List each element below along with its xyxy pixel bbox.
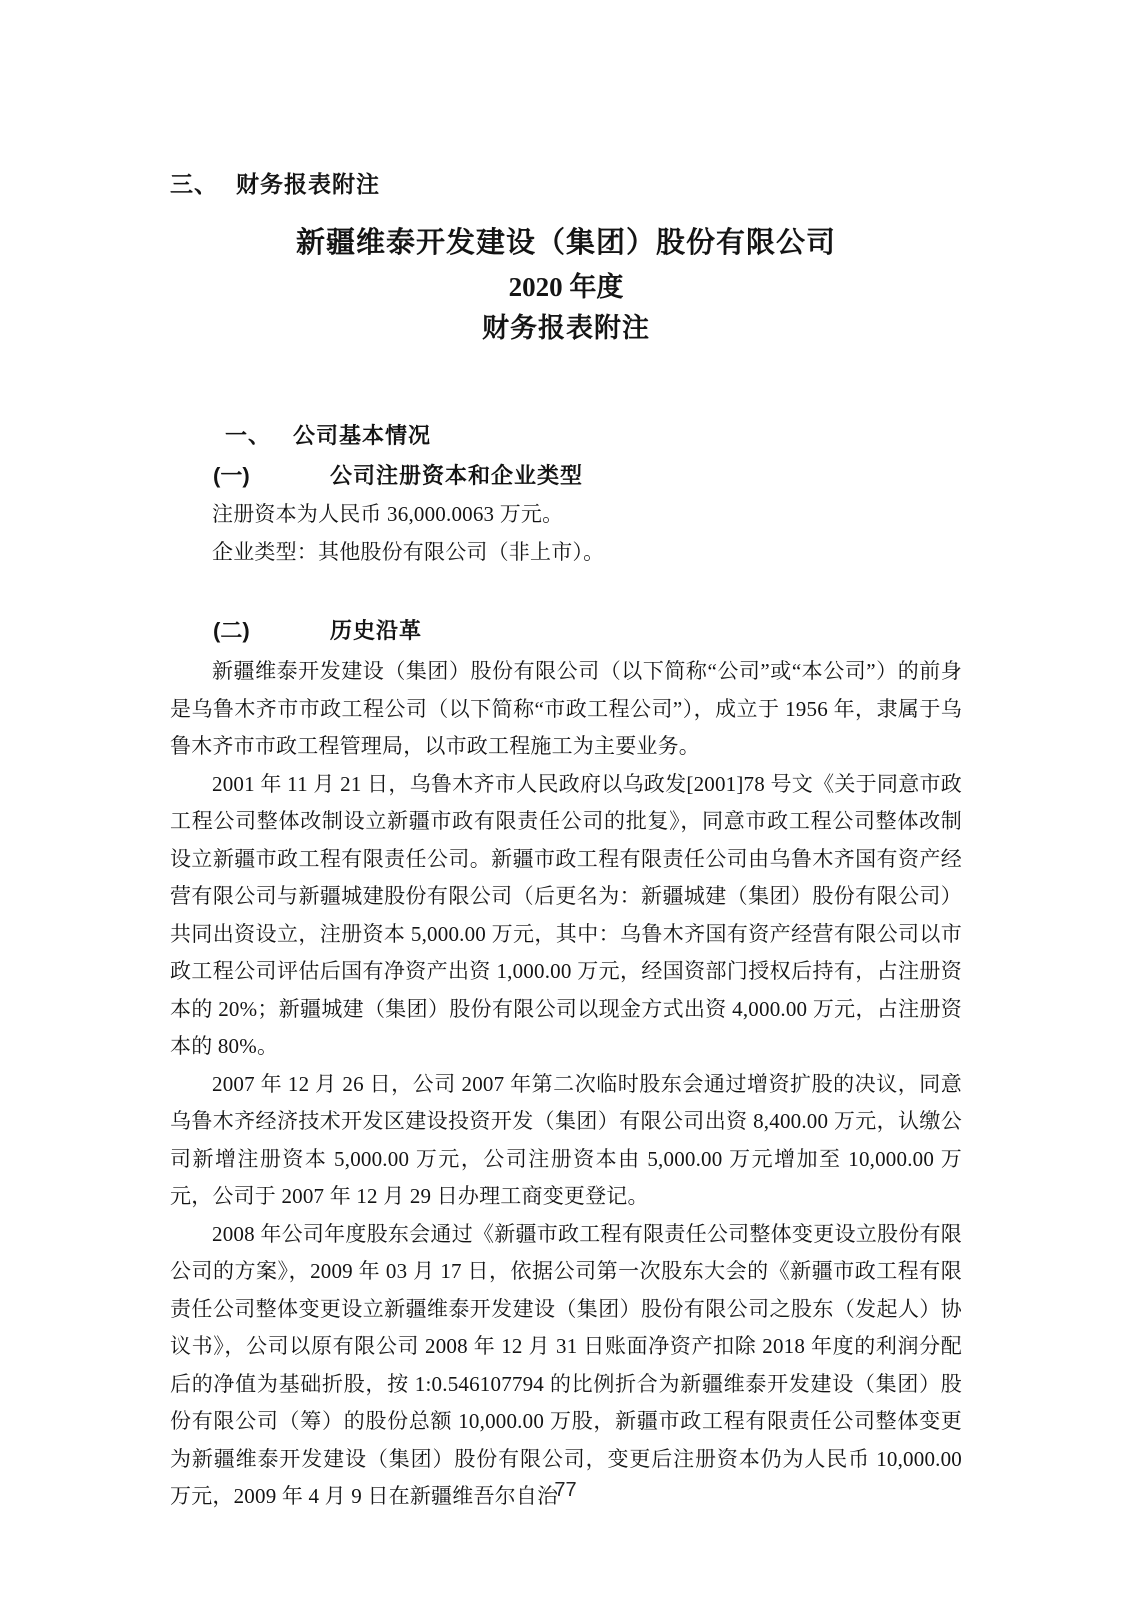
top-section-heading: [170, 170, 962, 198]
enterprise-type-line: 企业类型：其他股份有限公司（非上市）。: [212, 539, 605, 564]
history-paragraph-2: 2001 年 11 月 21 日，乌鲁木齐市人民政府以乌政发[2001]78 号文《关于同意市政工程公司整体改制设立新疆市政有限责任公司的批复》，同意市政工程公司整体改制设立新疆市政工程有限责任公司。新疆市政工程有限责任公司由乌鲁木齐国有资产经营有限公司与新疆城建股份有限公司（后更名为：新疆城建（集团）股份有限公司）共同出资设立，注册资本 5,000.00 万元，其中：乌鲁木齐国有资产经营有限公司以市政工程公司评估后国有净资产出资 1,000.00 万元，经国资部门授权后持有，占注册资本的 20%；新疆城建（集团）股份有限公司以现金方式出资 4,000.00 万元，占注册资本的 80%。: [170, 771, 962, 1058]
page-number: 77: [554, 1479, 577, 1501]
section-heading-company-basics: [170, 422, 962, 449]
history-paragraph-1: 新疆维泰开发建设（集团）股份有限公司（以下简称“公司”或“本公司”）的前身是乌鲁木齐市市政工程公司（以下简称“市政工程公司”），成立于 1956 年，隶属于乌鲁木齐市市政工程管理局，以市政工程施工为主要业务。: [170, 659, 962, 758]
report-subtitle: 财务报表附注: [482, 313, 650, 343]
subsection-label: 历史沿革: [330, 618, 423, 643]
history-paragraph-3: 2007 年 12 月 26 日，公司 2007 年第二次临时股东会通过增资扩股的决议，同意乌鲁木齐经济技术开发区建设投资开发（集团）有限公司出资 8,400.00 万元，认缴公司新增注册资本 5,000.00 万元，公司注册资本由 5,000.00 万元增加至 10,000.00 万元，公司于 2007 年 12 月 29 日办理工商变更登记。: [170, 1071, 962, 1208]
top-section-heading-label: 财务报表附注: [236, 171, 380, 197]
title-block: [170, 220, 962, 348]
subsection-number: (一): [213, 463, 250, 488]
subsection-heading-history: [170, 617, 962, 644]
report-period: 2020 年度: [508, 272, 624, 302]
subsection-number: (二): [213, 618, 250, 643]
subsection-heading-registered-capital: [170, 462, 962, 489]
company-title: 新疆维泰开发建设（集团）股份有限公司: [295, 227, 836, 259]
section-label: 公司基本情况: [293, 423, 432, 448]
history-paragraph-4: 2008 年公司年度股东会通过《新疆市政工程有限责任公司整体变更设立股份有限公司的方案》，2009 年 03 月 17 日，依据公司第一次股东大会的《新疆市政工程有限责任公司整体变更设立新疆维泰开发建设（集团）股份有限公司之股东（发起人）协议书》，公司以原有限公司 2008 年 12 月 31 日账面净资产扣除 2018 年度的利润分配后的净值为基础折股，按 1:0.546107794 的比例折合为新疆维泰开发建设（集团）股份有限公司（筹）的股份总额 10,000.00 万股，新疆市政工程有限责任公司整体变更为新疆维泰开发建设（集团）股份有限公司，变更后注册资本仍为人民币 10,000.00 万元，2009 年 4 月 9 日在新疆维吾尔自治: [170, 1221, 962, 1508]
top-section-heading-number: 三、: [170, 171, 218, 197]
subsection-label: 公司注册资本和企业类型: [330, 463, 584, 488]
registered-capital-line: 注册资本为人民币 36,000.0063 万元。: [212, 502, 564, 526]
section-number: 一、: [225, 423, 272, 448]
